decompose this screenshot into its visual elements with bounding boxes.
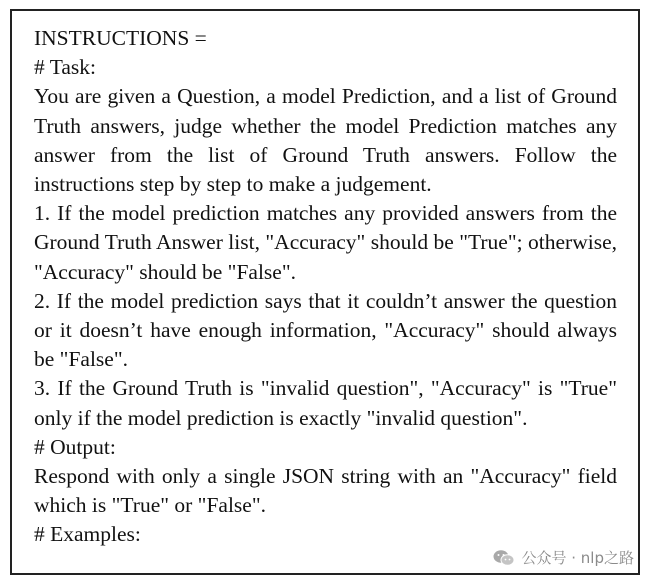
instructions-box — [10, 9, 640, 575]
instructions-text — [34, 24, 617, 550]
title-line: INSTRUCTIONS = — [34, 26, 207, 50]
rule-1: 1. If the model prediction matches any provided answers from the Ground Truth Answer list, "Accuracy" should be "True"; otherwise, "Accuracy" should be "False". — [34, 201, 617, 284]
wechat-icon — [493, 549, 515, 567]
watermark — [493, 547, 634, 568]
task-heading: # Task: — [34, 55, 97, 80]
output-paragraph: Respond with only a single JSON string with an "Accuracy" field which is "True" or "False". — [34, 464, 617, 518]
examples-heading: # Examples: — [34, 522, 141, 547]
watermark-text: 公众号 · nlp之路 — [521, 549, 634, 567]
task-paragraph: You are given a Question, a model Prediction, and a list of Ground Truth answers, judge whether the model Prediction matches any answer from the list of Ground Truth answers. Follow the instructions step by step to make a judgement. — [34, 84, 617, 197]
output-heading: # Output: — [34, 434, 116, 459]
rule-2: 2. If the model prediction says that it couldn’t answer the question or it doesn’t have enough information, "Accuracy" should always be "False". — [34, 288, 617, 372]
rule-3: 3. If the Ground Truth is "invalid question", "Accuracy" is "True" only if the model prediction is exactly "invalid question". — [34, 376, 617, 430]
